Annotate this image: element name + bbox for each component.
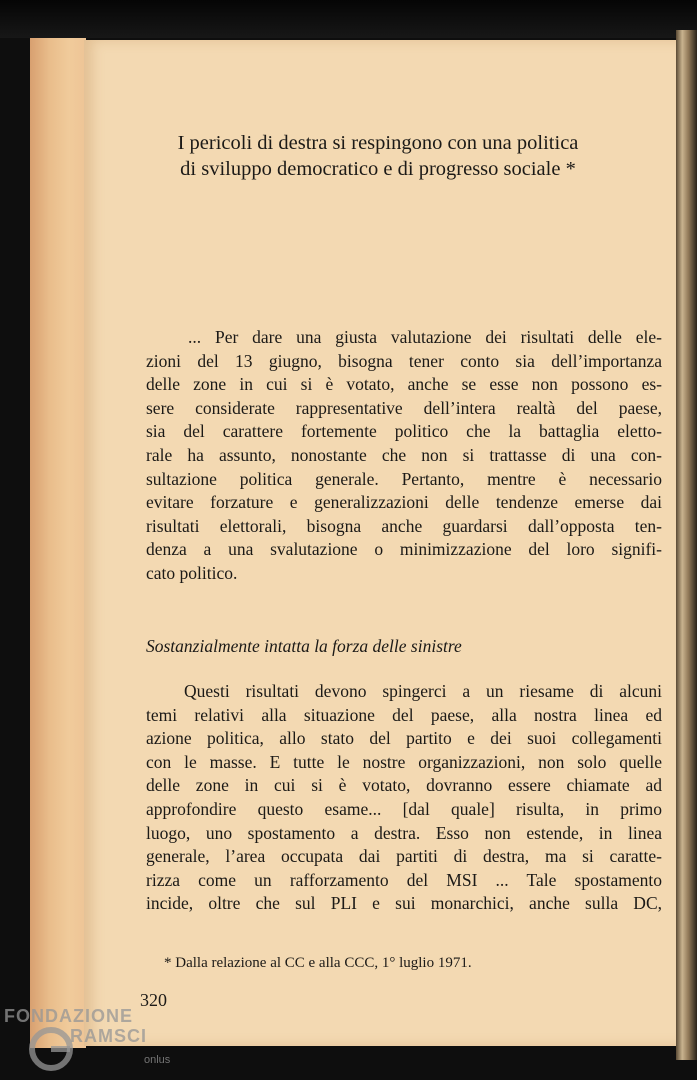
text-line: con le masse. E tutte le nostre organizzazioni, non solo quelle (146, 751, 662, 772)
text-line: delle zone in cui si è votato, dovranno essere chiamate ad (146, 775, 662, 796)
watermark-onlus: onlus (144, 1054, 171, 1066)
text-line: rale ha assunto, nonostante che non si trattasse di una con- (146, 444, 662, 465)
text-line: risultati elettorali, bisogna anche guardarsi dall’opposta ten- (146, 515, 662, 536)
page-number: 320 (140, 990, 167, 1010)
text-line: sere considerate rappresentative dell’intera realtà del paese, (146, 397, 662, 418)
text-line: denza a una svalutazione o minimizzazione del loro signifi- (146, 539, 662, 560)
scan-background-top (0, 0, 697, 38)
chapter-title (84, 130, 672, 182)
gramsci-g-logo-icon (28, 1026, 74, 1072)
text-line: temi relativi alla situazione del paese, alla nostra linea ed (146, 704, 662, 725)
text-line: delle zone in cui si è votato, anche se esse non possono es- (146, 374, 662, 395)
text-line: Questi risultati devono spingerci a un riesame di alcuni (184, 681, 662, 701)
paragraph-intro (146, 326, 662, 586)
chapter-title-line-1: I pericoli di destra si respingono con una politica (177, 132, 579, 154)
text-line: incide, oltre che sul PLI e sui monarchici, anche sulla DC, (146, 893, 662, 914)
text-line: sia del carattere fortemente politico che la battaglia eletto- (146, 421, 662, 442)
section-heading: Sostanzialmente intatta la forza delle sinistre (146, 636, 462, 656)
watermark-line-1: FONDAZIONE (4, 1006, 133, 1026)
footnote: * Dalla relazione al CC e alla CCC, 1° luglio 1971. (164, 955, 472, 971)
paragraph-results (146, 680, 662, 916)
page-stack-edge (30, 38, 86, 1048)
text-line: evitare forzature e generalizzazioni delle tendenze emerse dai (146, 492, 662, 513)
chapter-title-line-2: di sviluppo democratico e di progresso sociale * (180, 158, 576, 180)
watermark-line-2: RAMSCI (70, 1026, 147, 1046)
text-line: luogo, uno spostamento a destra. Esso non estende, in linea (146, 822, 662, 843)
text-line: approfondire questo esame... [dal quale] risulta, in primo (146, 798, 662, 819)
text-line: rizza come un rafforzamento del MSI ... Tale spostamento (146, 869, 662, 890)
book-right-edge (676, 30, 697, 1060)
text-line: azione politica, allo stato del partito e dei suoi collegamenti (146, 728, 662, 749)
text-line: generale, l’area occupata dai partiti di destra, ma si caratte- (146, 846, 662, 867)
fondazione-gramsci-watermark (4, 1004, 184, 1080)
text-line: sultazione politica generale. Pertanto, mentre è necessario (146, 468, 662, 489)
text-line: cato politico. (146, 562, 238, 583)
text-line: ... Per dare una giusta valutazione dei risultati delle ele- (188, 327, 662, 347)
text-line: zioni del 13 giugno, bisogna tener conto sia dell’importanza (146, 350, 662, 371)
